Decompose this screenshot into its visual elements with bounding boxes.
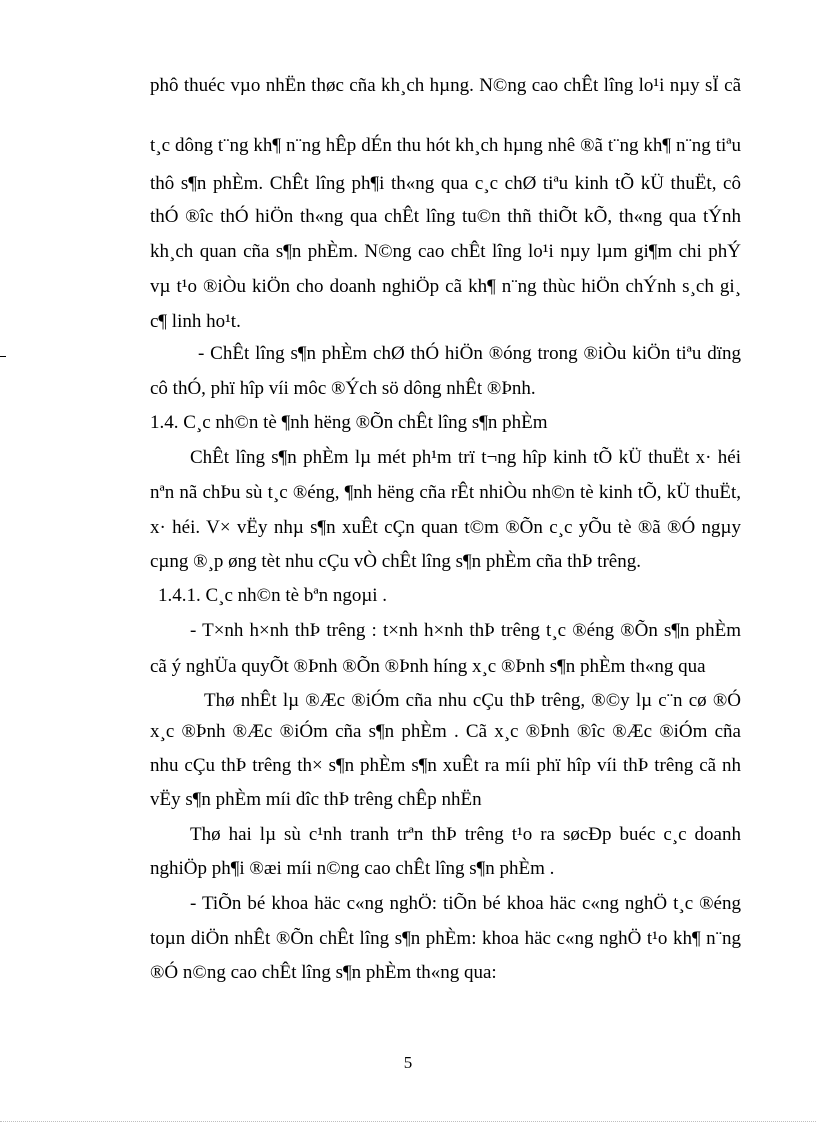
text-line: Thø nhÊt lµ ®Æc ®iÓm cña nhu cÇu thÞ trêng, ®©y lµ c¨n cø ®Ó xyxy=(204,690,741,711)
text-line: t¸c dông t¨ng kh¶ n¨ng hÊp dÉn thu hót kh¸ch hµng nhê ®ã t¨ng kh¶ n¨ng tiªu xyxy=(150,135,741,156)
text-line: cµng ®¸p øng tèt nhu cÇu vÒ chÊt lîng s¶n phÈm cña thÞ trêng. xyxy=(150,551,641,572)
text-line: x· héi. V× vËy nhµ s¶n xuÊt cÇn quan t©m ®Õn c¸c yÕu tè ®ã ®Ó ngµy xyxy=(150,517,741,538)
page-number: 5 xyxy=(403,1053,413,1072)
text-line: thÓ ®îc thÓ hiÖn th«ng qua chÊt lîng tu©n thñ thiÕt kÕ, th«ng qua tÝnh xyxy=(150,206,741,227)
text-line: nghiÖp ph¶i ®æi míi n©ng cao chÊt lîng s¶n phÈm . xyxy=(150,858,555,879)
text-line: cã ý nghÜa quyÕt ®Þnh ®Õn ®Þnh híng x¸c ®Þnh s¶n phÈm th«ng qua xyxy=(150,656,706,677)
text-line: nhu cÇu thÞ trêng th× s¶n phÈm s¶n xuÊt ra míi phï hîp víi thÞ trêng cã nh xyxy=(150,755,741,776)
page-bottom-border xyxy=(0,1121,816,1122)
text-line: ChÊt lîng s¶n phÈm lµ mét ph¹m trï t¬ng hîp kinh tÕ kÜ thuËt x· héi xyxy=(190,447,741,468)
text-line: - TiÕn bé khoa häc c«ng nghÖ: tiÕn bé khoa häc c«ng nghÖ t¸c ®éng xyxy=(190,893,741,914)
text-line: cô thÓ, phï hîp víi môc ®Ých sö dông nhÊt ®Þnh. xyxy=(150,378,536,399)
text-line: toµn diÖn nhÊt ®Õn chÊt lîng s¶n phÈm: khoa häc c«ng nghÖ t¹o kh¶ n¨ng xyxy=(150,928,741,949)
text-line: - ChÊt lîng s¶n phÈm chØ thÓ hiÖn ®óng trong ®iÒu kiÖn tiªu dïng xyxy=(198,343,741,364)
text-line: Thø hai lµ sù c¹nh tranh trªn thÞ trêng t¹o ra søcÐp buéc c¸c doanh xyxy=(190,824,741,845)
text-line: phô thuéc vµo nhËn thøc cña kh¸ch hµng. N©ng cao chÊt lîng lo¹i nµy sÏ cã xyxy=(150,75,741,96)
section-heading-1-4: 1.4. C¸c nh©n tè ¶nh hëng ®Õn chÊt lîng s¶n phÈm xyxy=(150,412,548,433)
section-heading-1-4-1: 1.4.1. C¸c nh©n tè bªn ngoµi . xyxy=(158,585,388,606)
text-line: c¶ linh ho¹t. xyxy=(150,311,241,332)
text-line: vµ t¹o ®iÒu kiÖn cho doanh nghiÖp cã kh¶ n¨ng thùc hiÖn chÝnh s¸ch gi¸ xyxy=(150,276,741,297)
text-line: ®Ó n©ng cao chÊt lîng s¶n phÈm th«ng qua: xyxy=(150,962,497,983)
text-line: - T×nh h×nh thÞ trêng : t×nh h×nh thÞ trêng t¸c ®éng ®Õn s¶n phÈm xyxy=(190,620,741,641)
text-line: x¸c ®Þnh ®Æc ®iÓm cña s¶n phÈm . Cã x¸c ®Þnh ®îc ®Æc ®iÓm cña xyxy=(150,721,741,742)
text-line: nªn nã chÞu sù t¸c ®éng, ¶nh hëng cña rÊt nhiÒu nh©n tè kinh tÕ, kÜ thuËt, xyxy=(150,482,741,503)
margin-mark xyxy=(0,356,6,357)
text-line: vËy s¶n phÈm míi dîc thÞ trêng chÊp nhËn xyxy=(150,789,482,810)
text-line: thô s¶n phÈm. ChÊt lîng ph¶i th«ng qua c¸c chØ tiªu kinh tÕ kÜ thuËt, cô xyxy=(150,173,741,194)
text-line: kh¸ch quan cña s¶n phÈm. N©ng cao chÊt lîng lo¹i nµy lµm gi¶m chi phÝ xyxy=(150,241,741,262)
